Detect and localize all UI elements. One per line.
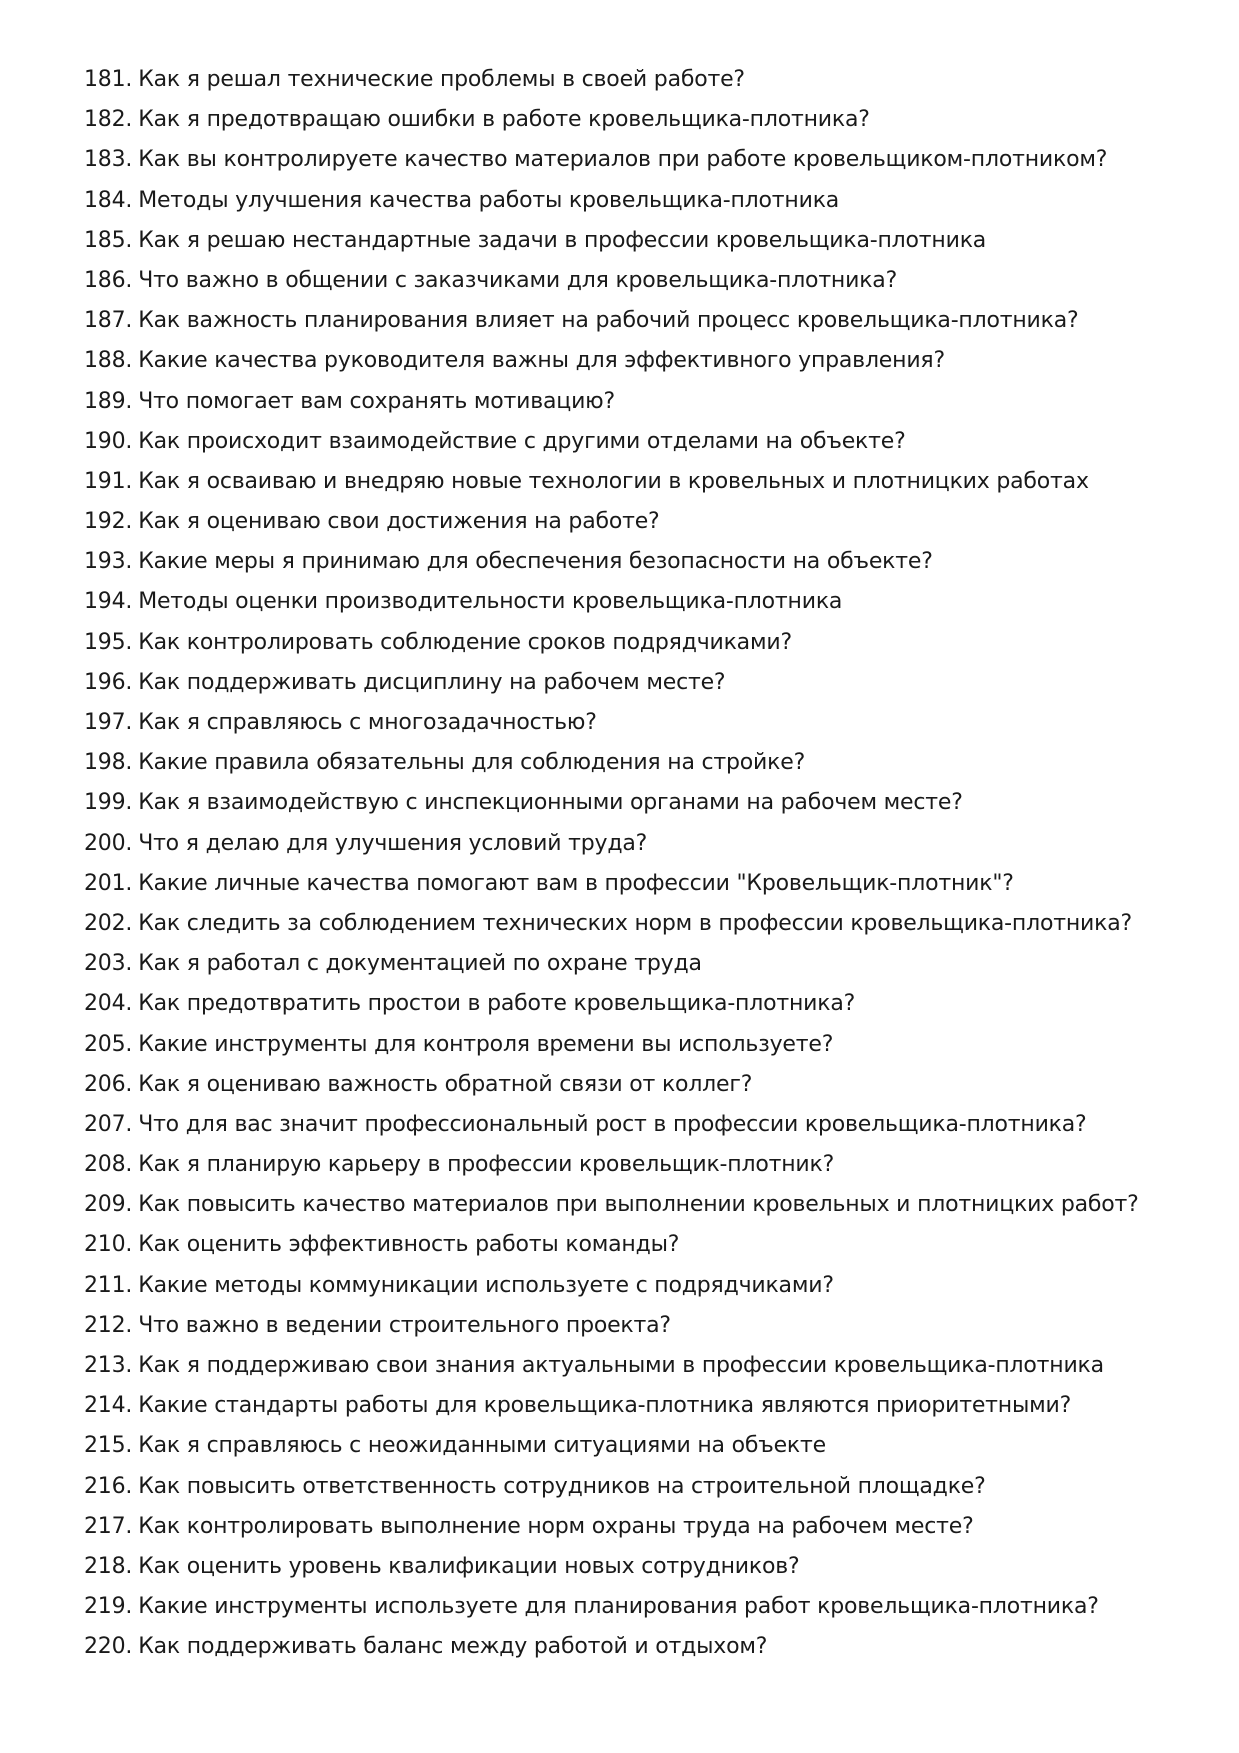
question-text: Как я работал с документацией по охране труда: [138, 951, 702, 977]
question-item: [84, 785, 1164, 825]
question-item: [84, 504, 1164, 544]
question-number: 203.: [84, 951, 133, 977]
question-item: [84, 1147, 1164, 1187]
question-item: [84, 384, 1164, 424]
question-number: 181.: [84, 67, 133, 92]
question-text: Как я справляюсь с многозадачностью?: [138, 710, 597, 735]
question-item: [84, 1187, 1164, 1227]
question-text: Как контролировать выполнение норм охраны труда на рабочем месте?: [138, 1513, 974, 1539]
question-item: [84, 303, 1164, 343]
question-number: 193.: [84, 549, 133, 575]
question-item: [84, 464, 1164, 504]
question-item: [84, 142, 1164, 182]
question-text: Как происходит взаимодействие с другими отделами на объекте?: [138, 428, 906, 454]
question-item: [84, 223, 1164, 263]
question-number: 207.: [84, 1111, 133, 1137]
question-text: Методы улучшения качества работы кровельщика-плотника: [138, 187, 840, 213]
question-item: [84, 1428, 1164, 1468]
question-item: [84, 1629, 1164, 1669]
question-number: 188.: [84, 348, 133, 374]
question-number: 217.: [84, 1513, 133, 1539]
question-text: Какие методы коммуникации используете с подрядчиками?: [138, 1272, 834, 1298]
question-item: [84, 665, 1164, 705]
question-item: [84, 946, 1164, 986]
question-number: 219.: [84, 1594, 133, 1620]
question-number: 187.: [84, 308, 133, 334]
question-number: 220.: [84, 1634, 133, 1660]
question-number: 190.: [84, 428, 133, 454]
question-number: 189.: [84, 388, 133, 414]
question-item: [84, 263, 1164, 303]
question-item: [84, 584, 1164, 624]
question-text: Как я справляюсь с неожиданными ситуациями на объекте: [138, 1433, 826, 1459]
question-text: Как повысить качество материалов при выполнении кровельных и плотницких работ?: [138, 1192, 1139, 1218]
question-number: 191.: [84, 468, 133, 494]
question-text: Как я оцениваю свои достижения на работе?: [138, 509, 660, 535]
question-item: [84, 1308, 1164, 1348]
question-text: Как повысить ответственность сотрудников на строительной площадке?: [138, 1473, 986, 1499]
question-number: 195.: [84, 629, 133, 655]
question-item: [84, 1509, 1164, 1549]
question-item: [84, 1027, 1164, 1067]
question-number: 216.: [84, 1473, 133, 1499]
question-number: 209.: [84, 1192, 133, 1218]
question-number: 214.: [84, 1393, 133, 1419]
question-text: Какие качества руководителя важны для эффективного управления?: [138, 348, 945, 374]
question-number: 215.: [84, 1433, 133, 1459]
question-item: [84, 1268, 1164, 1308]
question-item: [84, 102, 1164, 142]
question-number: 199.: [84, 790, 133, 816]
question-number: 204.: [84, 991, 133, 1017]
question-number: 200.: [84, 830, 133, 856]
question-number: 202.: [84, 910, 133, 936]
question-text: Как оценить эффективность работы команды?: [138, 1232, 680, 1258]
question-text: Какие стандарты работы для кровельщика-плотника являются приоритетными?: [138, 1393, 1072, 1419]
question-number: 198.: [84, 750, 133, 776]
question-number: 196.: [84, 669, 133, 695]
question-text: Какие инструменты используете для планирования работ кровельщика-плотника?: [138, 1594, 1099, 1620]
question-number: 218.: [84, 1553, 133, 1579]
question-item: [84, 544, 1164, 584]
question-item: [84, 1549, 1164, 1589]
question-text: Что важно в общении с заказчиками для кровельщика-плотника?: [138, 267, 898, 293]
question-text: Какие правила обязательны для соблюдения на стройке?: [138, 750, 806, 776]
question-text: Как вы контролируете качество материалов при работе кровельщиком-плотником?: [138, 147, 1108, 173]
question-number: 208.: [84, 1152, 133, 1178]
question-item: [84, 1469, 1164, 1509]
question-number: 210.: [84, 1232, 133, 1258]
question-number: 205.: [84, 1031, 133, 1057]
question-number: 201.: [84, 870, 133, 896]
question-number: 186.: [84, 267, 133, 293]
question-item: [84, 1107, 1164, 1147]
question-text: Как поддерживать баланс между работой и отдыхом?: [138, 1634, 768, 1660]
question-text: Как я осваиваю и внедряю новые технологии в кровельных и плотницких работах: [138, 468, 1089, 494]
question-text: Как я планирую карьеру в профессии кровельщик-плотник?: [138, 1152, 835, 1178]
question-text: Как контролировать соблюдение сроков подрядчиками?: [138, 629, 792, 655]
question-text: Как оценить уровень квалификации новых сотрудников?: [138, 1553, 800, 1579]
question-item: [84, 1227, 1164, 1267]
question-text: Как предотвратить простои в работе кровельщика-плотника?: [138, 991, 856, 1017]
question-number: 212.: [84, 1312, 133, 1338]
question-item: [84, 906, 1164, 946]
question-text: Что для вас значит профессиональный рост в профессии кровельщика-плотника?: [138, 1111, 1087, 1137]
question-text: Как поддерживать дисциплину на рабочем месте?: [138, 669, 726, 695]
question-list: [84, 62, 1164, 1670]
question-item: [84, 625, 1164, 665]
question-item: [84, 1067, 1164, 1107]
question-text: Как важность планирования влияет на рабочий процесс кровельщика-плотника?: [138, 308, 1079, 334]
question-item: [84, 1589, 1164, 1629]
question-text: Какие меры я принимаю для обеспечения безопасности на объекте?: [138, 549, 933, 575]
question-text: Как я поддерживаю свои знания актуальными в профессии кровельщика-плотника: [138, 1353, 1104, 1378]
question-text: Как я решал технические проблемы в своей работе?: [138, 67, 745, 92]
question-number: 183.: [84, 147, 133, 173]
question-text: Как я предотвращаю ошибки в работе кровельщика-плотника?: [138, 107, 870, 133]
question-number: 197.: [84, 710, 133, 735]
question-number: 211.: [84, 1272, 133, 1298]
question-number: 194.: [84, 589, 133, 615]
question-item: [84, 826, 1164, 866]
question-item: [84, 866, 1164, 906]
question-text: Как я взаимодействую с инспекционными органами на рабочем месте?: [138, 790, 963, 816]
question-text: Что я делаю для улучшения условий труда?: [138, 830, 648, 856]
question-text: Как я решаю нестандартные задачи в профессии кровельщика-плотника: [138, 227, 987, 253]
question-text: Как следить за соблюдением технических норм в профессии кровельщика-плотника?: [138, 910, 1132, 936]
question-text: Какие личные качества помогают вам в профессии "Кровельщик-плотник"?: [138, 870, 1014, 896]
question-item: [84, 62, 1164, 102]
question-item: [84, 1388, 1164, 1428]
question-item: [84, 705, 1164, 745]
question-item: [84, 183, 1164, 223]
question-number: 182.: [84, 107, 133, 133]
question-item: [84, 986, 1164, 1026]
question-text: Что помогает вам сохранять мотивацию?: [138, 388, 615, 414]
question-item: [84, 343, 1164, 383]
question-number: 213.: [84, 1353, 133, 1378]
question-text: Какие инструменты для контроля времени вы используете?: [138, 1031, 834, 1057]
question-text: Что важно в ведении строительного проекта?: [138, 1312, 671, 1338]
question-text: Как я оцениваю важность обратной связи от коллег?: [138, 1071, 753, 1097]
question-item: [84, 745, 1164, 785]
question-number: 185.: [84, 227, 133, 253]
question-number: 206.: [84, 1071, 133, 1097]
question-item: [84, 424, 1164, 464]
question-number: 184.: [84, 187, 133, 213]
question-text: Методы оценки производительности кровельщика-плотника: [138, 589, 843, 615]
question-item: [84, 1348, 1164, 1388]
question-number: 192.: [84, 509, 133, 535]
